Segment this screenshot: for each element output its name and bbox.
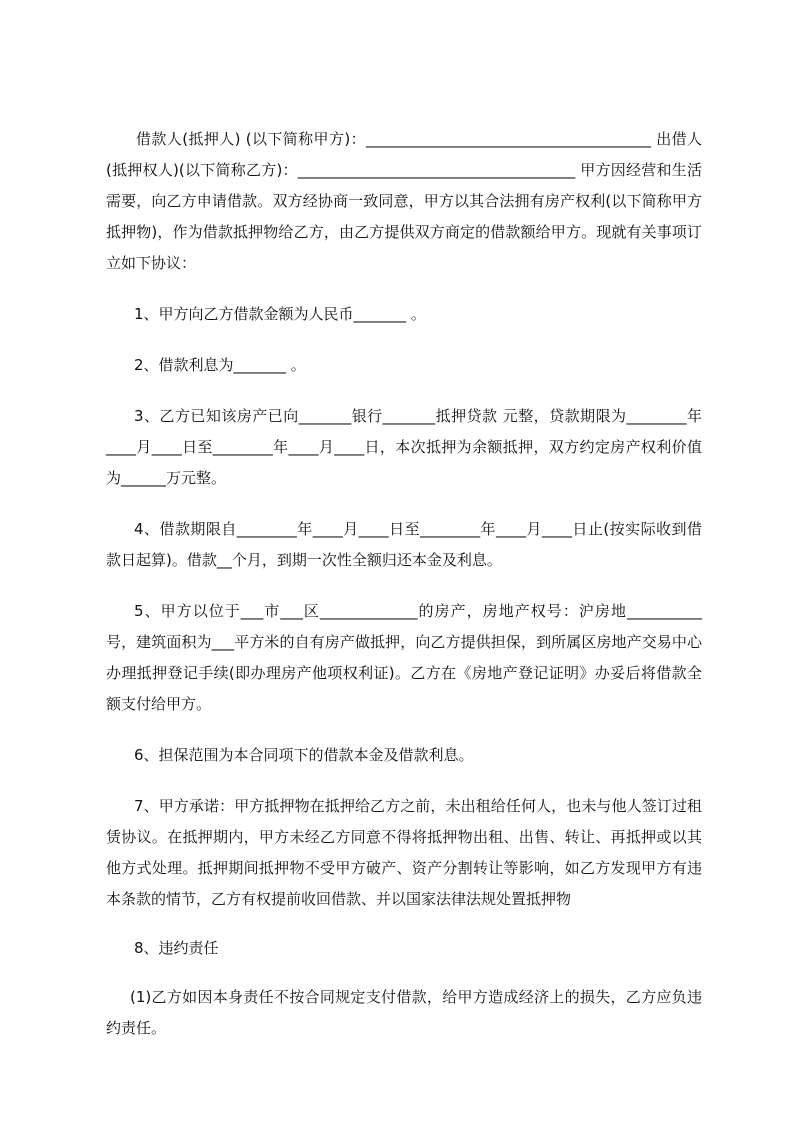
clause-5-collateral: 5、甲方以位于___市___区_____________的房产，房地产权号：沪房地__________号，建筑面积为___平方米的自有房产做抵押，向乙方提供担保，到所属区房地产交易中心办理抵押登记手续(即办理房产他项权利证)。乙方在《房地产登记证明》办妥后将借款全额支付给甲方。	[106, 602, 702, 713]
clause-3-existing-mortgage: 3、乙方已知该房产已向_______银行_______抵押贷款 元整，贷款期限为________年____月____日至________年____月____日，本次抵押为余额抵押，双方约定房产权利价值为______万元整。	[106, 407, 702, 487]
contract-preamble: 借款人(抵押人) (以下简称甲方)：______________________________________ 出借人(抵押权人)(以下简称乙方)：_____________________________________ 甲方因经营和生活需要，向乙方申请借款。双方经协商一致同意，甲方以其合法拥有房产权利(以下简称甲方抵押物)，作为借款抵押物给乙方，由乙方提供双方商定的借款额给甲方。现就有关事项订立如下协议：	[106, 130, 702, 272]
clause-6-guarantee-scope: 6、担保范围为本合同项下的借款本金及借款利息。	[134, 746, 474, 764]
clause-8-1-lender-liability: (1)乙方如因本身责任不按合同规定支付借款，给甲方造成经济上的损失，乙方应负违约责任。	[106, 988, 702, 1037]
clause-4-loan-term: 4、借款期限自________年____月____日至________年____月____日止(按实际收到借款日起算)。借款__个月，到期一次性全额归还本金及利息。	[106, 520, 702, 569]
clause-8-liability-heading: 8、违约责任	[134, 939, 219, 957]
clause-7-promise: 7、甲方承诺：甲方抵押物在抵押给乙方之前，未出租给任何人，也未与他人签订过租赁协议。在抵押期内，甲方未经乙方同意不得将抵押物出租、出售、转让、再抵押或以其他方式处理。抵押期间抵押物不受甲方破产、资产分割转让等影响，如乙方发现甲方有违本条款的情节，乙方有权提前收回借款、并以国家法律法规处置抵押物	[106, 797, 702, 908]
contract-page	[106, 124, 702, 1044]
clause-2-interest: 2、借款利息为_______ 。	[134, 356, 306, 374]
clause-1-loan-amount: 1、甲方向乙方借款金额为人民币_______ 。	[134, 305, 426, 323]
